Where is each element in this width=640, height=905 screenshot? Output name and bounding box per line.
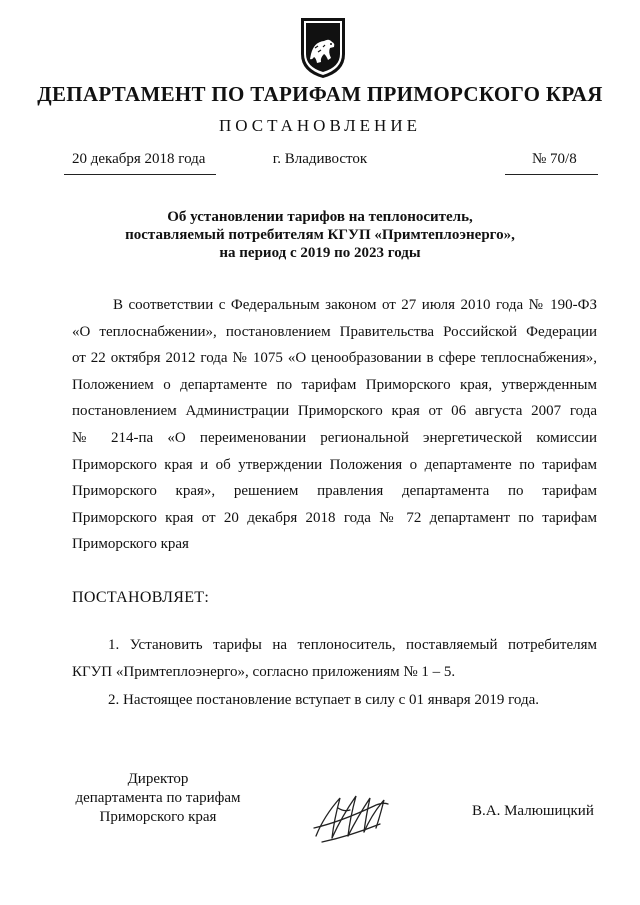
document-city: г. Владивосток: [272, 151, 368, 167]
signer-line: Директор: [127, 771, 189, 787]
signer-line: Приморского края: [99, 809, 217, 825]
signature-icon: [310, 786, 392, 846]
preamble-line: Приморского края: [72, 536, 189, 553]
title-line: на период с 2019 по 2023 годы: [219, 245, 421, 261]
preamble-paragraph: [72, 292, 597, 558]
item-2: 2. Настоящее постановление вступает в силу с 01 января 2019 года.: [108, 692, 540, 708]
signer-position: [60, 770, 256, 827]
preamble-line: Приморского края и об утверждении Положения о департаменте по тарифам: [72, 456, 597, 473]
preamble-line: от 22 октября 2012 года № 1075 «О ценообразовании в сфере теплоснабжения»,: [72, 350, 597, 367]
coat-of-arms-icon: [298, 14, 348, 80]
preamble-line: Приморского края», решением правления департамента по тарифам: [72, 483, 597, 500]
document-date: 20 декабря 2018 года: [72, 151, 206, 167]
title-line: поставляемый потребителям КГУП «Примтеплоэнерго»,: [125, 227, 515, 243]
preamble-line: постановлением Администрации Приморского края от 06 августа 2007 года: [72, 403, 597, 420]
preamble-line: В соответствии с Федеральным законом от 27 июля 2010 года № 190-ФЗ: [113, 297, 597, 313]
signer-name: В.А. Малюшицкий: [472, 803, 594, 819]
preamble-line: Приморского края от 20 декабря 2018 года № 72 департамент по тарифам: [72, 509, 597, 526]
document-title: [0, 208, 640, 262]
preamble-line: Положением о департаменте по тарифам Приморского края, утвержденным: [72, 376, 597, 393]
preamble-line: «О теплоснабжении», постановлением Правительства Российской Федерации: [72, 323, 597, 340]
number-underline: [505, 174, 598, 175]
document-number: № 70/8: [532, 151, 577, 167]
department-heading: ДЕПАРТАМЕНТ ПО ТАРИФАМ ПРИМОРСКОГО КРАЯ: [37, 82, 603, 106]
item-1-line-2: КГУП «Примтеплоэнерго», согласно приложениям № 1 – 5.: [72, 664, 456, 680]
document-type: ПОСТАНОВЛЕНИЕ: [218, 116, 421, 135]
date-underline: [64, 174, 216, 175]
title-line: Об установлении тарифов на теплоноситель,: [167, 209, 473, 225]
resolves-heading: ПОСТАНОВЛЯЕТ:: [72, 589, 210, 606]
item-1-line-1: 1. Установить тарифы на теплоноситель, поставляемый потребителям: [108, 637, 597, 653]
preamble-line: № 214-па «О переименовании региональной энергетической комиссии: [72, 429, 597, 446]
signer-line: департамента по тарифам: [75, 790, 241, 806]
